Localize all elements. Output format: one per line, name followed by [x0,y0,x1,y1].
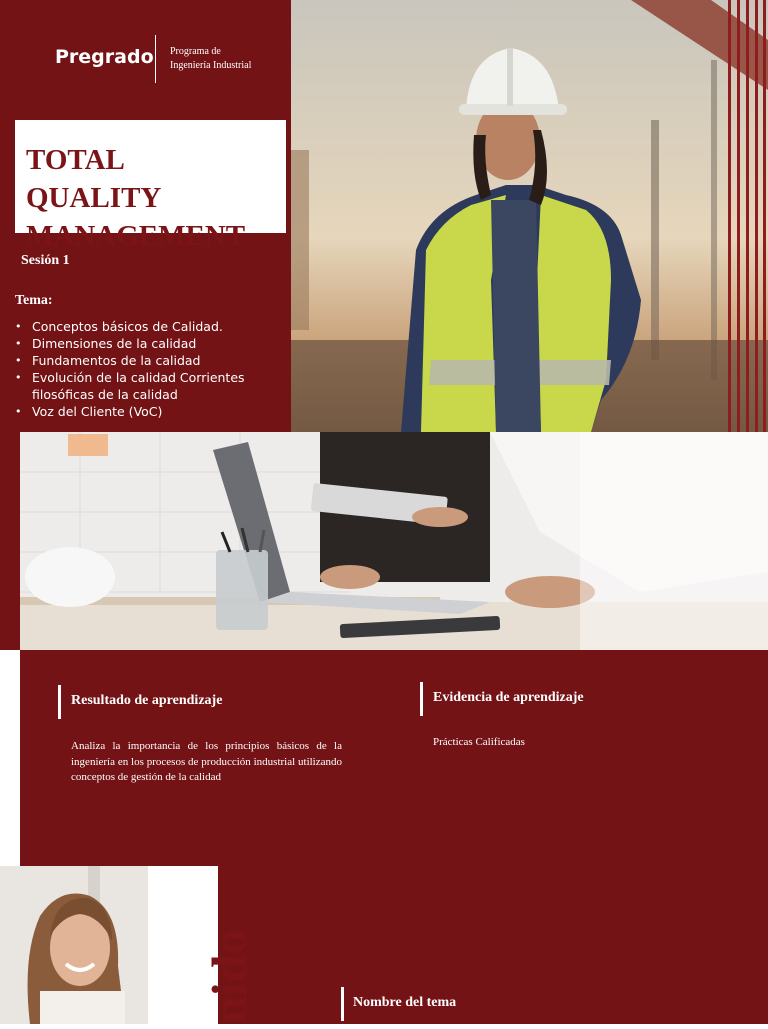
result-heading: Resultado de aprendizaje [71,693,223,708]
heading-accent-bar [58,685,61,719]
title-line-3: MANAGEMENT [26,220,246,252]
program-line-2: Ingeniería Industrial [170,60,252,71]
heading-accent-bar [341,987,344,1021]
session-label: Sesión 1 [21,253,70,268]
brand-divider [155,35,156,83]
topic-label: Tema: [15,293,53,308]
contents-card [148,866,257,1024]
student-portrait-photo [0,866,148,1024]
engineer-photo [291,0,768,432]
topic-list [15,318,285,420]
decorative-stripe [755,0,758,432]
contents-vertical-word: nido [201,929,257,1024]
title-line-1: TOTAL [26,144,125,176]
heading-accent-bar [420,682,423,716]
evidence-heading: Evidencia de aprendizaje [433,690,584,705]
evidence-text: Prácticas Calificadas [433,736,525,748]
topic-name-heading: Nombre del tema [353,995,457,1010]
decorative-stripe [763,0,766,432]
topic-item: • Fundamentos de la calidad [15,352,285,369]
program-label [170,45,251,73]
topic-item: • Evolución de la calidad Corrientes filosóficas de la calidad [15,369,285,403]
office-meeting-photo [20,432,768,650]
program-line-1: Programa de [170,46,221,57]
result-text: Analiza la importancia de los principios básicos de la ingeniería en los procesos de producción industrial utilizando conceptos de gestión de la calidad [71,740,342,783]
decorative-stripe [728,0,731,432]
document-title [26,141,245,255]
brand-label: Pregrado [55,46,154,68]
decorative-stripe [737,0,740,432]
decorative-stripe [746,0,749,432]
title-line-2: QUALITY [26,182,162,214]
office-band-edge [0,432,20,650]
topic-item: • Conceptos básicos de Calidad. [15,318,285,335]
title-box [15,120,286,252]
topic-item: • Dimensiones de la calidad [15,335,285,352]
topic-item: • Voz del Cliente (VoC) [15,403,285,420]
lower-left-margin [0,650,20,866]
